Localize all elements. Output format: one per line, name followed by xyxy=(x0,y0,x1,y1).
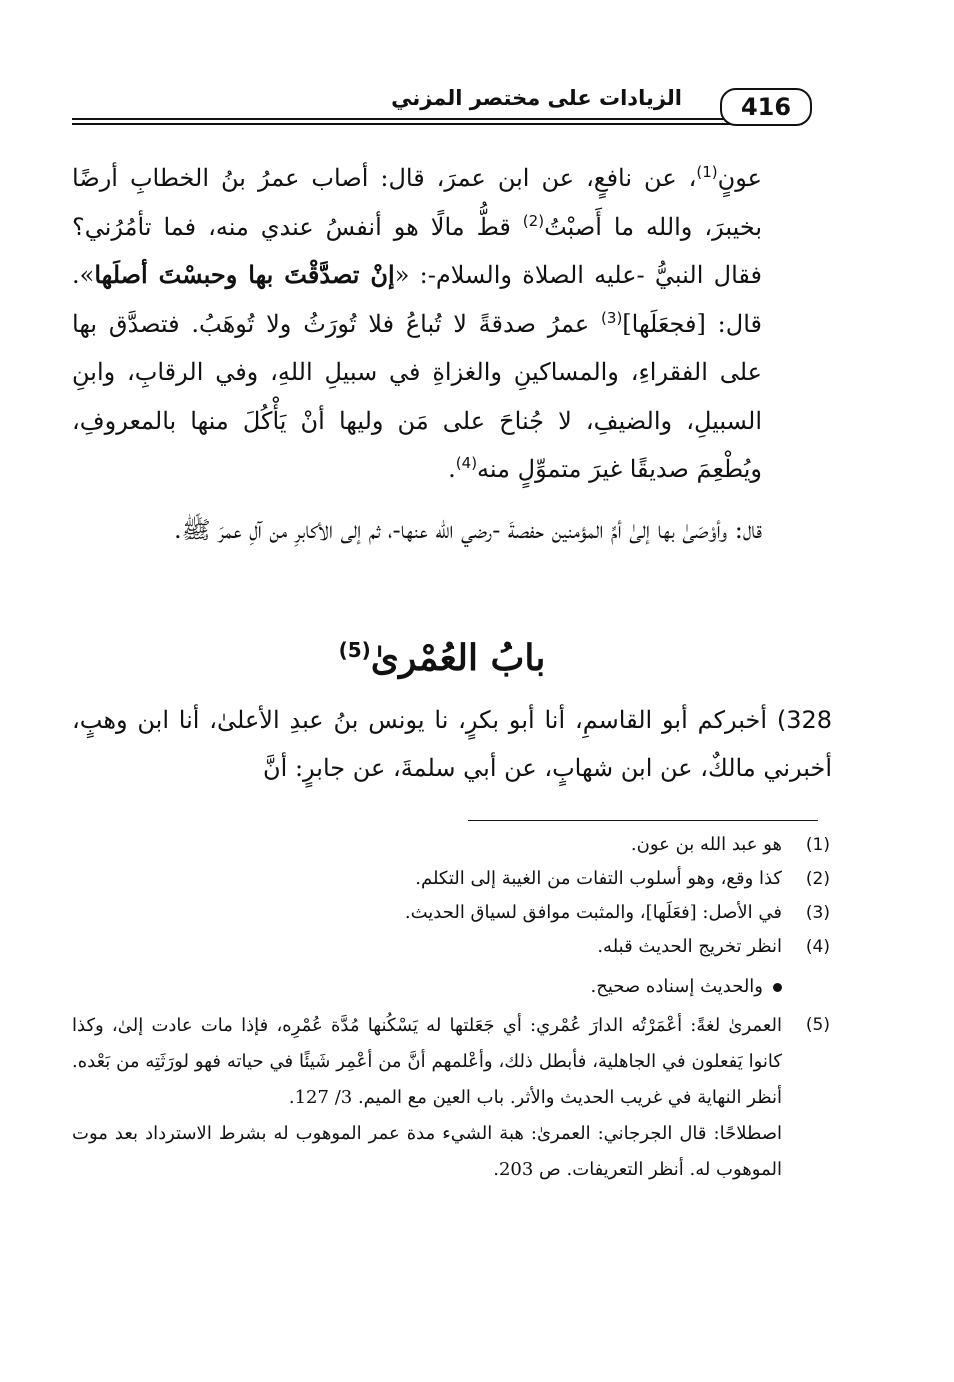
footnote-bullet-line xyxy=(72,970,830,1004)
book-title: الزيادات على مختصر المزني xyxy=(391,86,682,110)
footnote-number: (4) xyxy=(805,937,830,957)
footnote-item xyxy=(72,828,830,862)
header-rule xyxy=(72,118,752,120)
header-rule xyxy=(72,123,752,125)
footnote-number: (2) xyxy=(805,869,830,889)
footnote-ref[interactable]: (3) xyxy=(601,308,623,327)
footnote-text: والحديث إسناده صحيح. xyxy=(590,976,763,997)
footnote-text: العمرىٰ لغةً: أعْمَرْتُه الدارَ عُمْري: أي جَعَلتها له يَسْكُنها مُدَّة عُمْرِه، فإذا مات عادت إلىٰ، وكذا كانوا يَفعلون في الجاهلية، فأبطل ذلك، وأعْلمهم أنَّ من أعْمِر شَيئًا في حياته فهو لورَثَتِه من بَعْده. أنظر النهاية في غريب الحديث والأثر. باب العين مع الميم. 3/ 127. xyxy=(72,1015,782,1108)
footnote-number: (1) xyxy=(805,835,830,855)
bullet-icon xyxy=(773,983,782,992)
footnote-ref[interactable]: (5) xyxy=(338,638,371,662)
page-header xyxy=(72,82,812,130)
footnote-ref[interactable]: (2) xyxy=(522,211,545,230)
chapter-title: بابُ العُمْرىٰ$^{(5)}$ xyxy=(338,637,546,679)
footnote-text: كذا وقع، وهو أسلوب التفات من الغيبة إلى التكلم. xyxy=(415,868,782,889)
footnote-text: في الأصل: [فعَلَها]، والمثبت موافق لسياق الحديث. xyxy=(404,902,782,923)
page-number: 416 xyxy=(720,88,812,126)
footnote-text: انظر تخريج الحديث قبله. xyxy=(597,936,782,957)
hadith-number: 328) xyxy=(776,706,832,734)
footnote-ref[interactable]: (1) xyxy=(696,163,718,181)
footnotes xyxy=(72,828,830,1188)
paragraph: قال: وأوْصَىٰ بها إلىٰ أمِّ المؤمنين حفصةَ -رضي الله عنها-، ثم إلى الأكابرِ من آلِ عمرَ ﷺ. xyxy=(174,515,762,544)
footnote-continuation: اصطلاحًا: قال الجرجاني: العمرىٰ: هبة الشيء مدة عمر الموهوب له بشرط الاسترداد بعد موت الموهوب له. أنظر التعريفات. ص 203. xyxy=(72,1123,782,1180)
footnote-ref[interactable]: (4) xyxy=(455,454,478,472)
footnote-item xyxy=(72,896,830,930)
paragraph: عونٍ$^{(1)}$، عن نافعٍ، عن ابن عمرَ، قال: أصاب عمرُ بنُ الخطابِ أرضًا بخيبرَ، والله ما أَصبْتُ$^{(2)}$ قطُّ مالًا هو أنفسُ عندي منه، فما تأمُرُني؟ فقال النبيُّ -عليه الصلاة والسلام-: «إنْ تصدَّقْتَ بها وحبسْتَ أصلَها». قال: [فجعَلَها]$^{(3)}$ عمرُ صدقةً لا تُباعُ فلا تُورَثُ ولا تُوهَبُ. فتصدَّق بها على الفقراءِ، والمساكينِ والغزاةِ في سبيلِ اللهِ، وفي الرقابِ، وابنِ السبيلِ، والضيفِ، لا جُناحَ على مَن وليها أنْ يَأْكُلَ منها بالمعروفِ، ويُطْعِمَ صديقًا غيرَ متموِّلٍ منه$^{(4)}$. xyxy=(72,163,763,483)
footnote-item xyxy=(72,930,830,964)
main-text xyxy=(72,154,762,554)
hadith-quote: إنْ تصدَّقْتَ بها وحبسْتَ أصلَها xyxy=(94,260,395,289)
footnote-text: هو عبد الله بن عون. xyxy=(630,834,782,855)
footnote-divider xyxy=(468,820,818,821)
footnote-number: (3) xyxy=(805,903,830,923)
footnote-item xyxy=(72,1008,830,1116)
hadith-text: 328) أخبركم أبو القاسمِ، أنا أبو بكرٍ، نا يونس بنُ عبدِ الأعلىٰ، أنا ابن وهبٍ، أخبرني مالكٌ، عن ابن شهابٍ، عن أبي سلمةَ، عن جابرٍ: أنَّ xyxy=(72,706,832,782)
footnote-item xyxy=(72,862,830,896)
footnote-number: (5) xyxy=(805,1015,830,1035)
